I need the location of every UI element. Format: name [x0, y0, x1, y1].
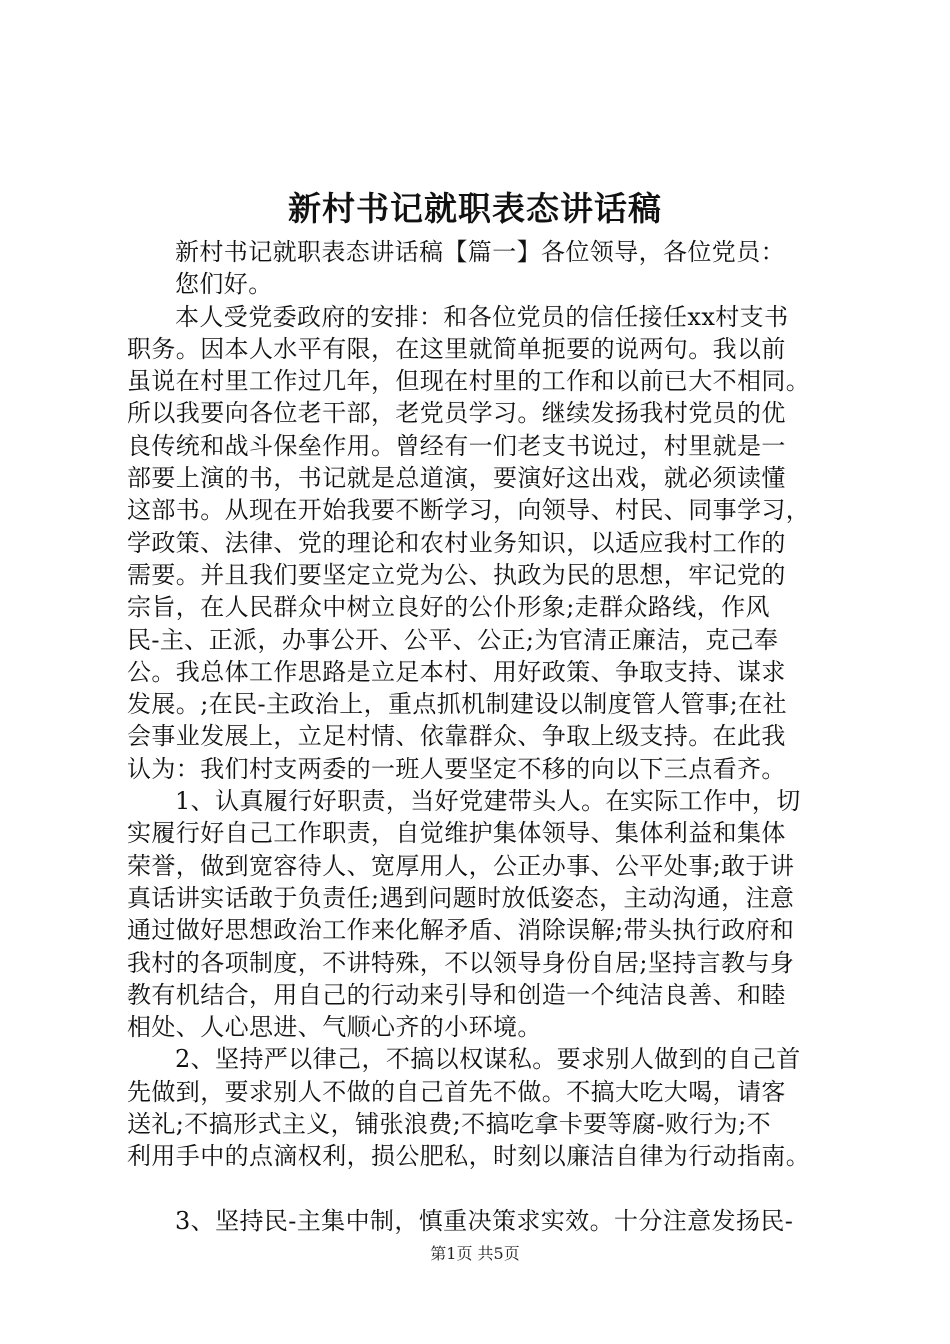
paragraph-line: 实履行好自己工作职责，自觉维护集体领导、集体利益和集体	[127, 819, 786, 848]
paragraph-line: 需要。并且我们要坚定立党为公、执政为民的思想，牢记党的	[127, 560, 786, 589]
paragraph-line: 2、坚持严以律己，不搞以权谋私。要求别人做到的自己首	[175, 1045, 801, 1074]
paragraph-line: 利用手中的点滴权利，损公肥私，时刻以廉洁自律为行动指南。	[127, 1142, 811, 1171]
paragraph-line: 认为：我们村支两委的一班人要坚定不移的向以下三点看齐。	[127, 754, 786, 783]
paragraph-line: 新村书记就职表态讲话稿【篇一】各位领导，各位党员：	[175, 238, 785, 266]
paragraph-line: 职务。因本人水平有限，在这里就简单扼要的说两句。我以前	[127, 334, 786, 363]
paragraph-gap	[127, 1173, 832, 1205]
paragraph-line: 这部书。从现在开始我要不断学习，向领导、村民、同事学习，	[127, 496, 811, 525]
paragraph-line: 您们好。	[175, 270, 273, 299]
paragraph-line: 学政策、法律、党的理论和农村业务知识，以适应我村工作的	[127, 528, 786, 557]
paragraph-line: 荣誉，做到宽容待人、宽厚用人，公正办事、公平处事;敢于讲	[127, 851, 795, 880]
paragraph-line: 教有机结合，用自己的行动来引导和创造一个纯洁良善、和睦	[127, 980, 786, 1009]
paragraph-line: 良传统和战斗保垒作用。曾经有一们老支书说过，村里就是一	[127, 431, 786, 460]
paragraph-line: 宗旨，在人民群众中树立良好的公仆形象;走群众路线，作风	[127, 593, 770, 622]
paragraph-line: 通过做好思想政治工作来化解矛盾、消除误解;带头执行政府和	[127, 916, 795, 945]
paragraph-line: 我村的各项制度，不讲特殊，不以领导身份自居;坚持言教与身	[127, 948, 795, 977]
paragraph-line: 会事业发展上，立足村情、依靠群众、争取上级支持。在此我	[127, 722, 786, 751]
paragraph-line: 相处、人心思进、气顺心齐的小环境。	[127, 1013, 542, 1042]
paragraph-line: 1、认真履行好职责，当好党建带头人。在实际工作中，切	[175, 787, 801, 816]
document-body	[127, 236, 832, 1237]
paragraph-line: 先做到，要求别人不做的自己首先不做。不搞大吃大喝，请客	[127, 1077, 786, 1106]
page-footer: 第1页 共5页	[430, 1244, 520, 1263]
paragraph-line: 所以我要向各位老干部，老党员学习。继续发扬我村党员的优	[127, 399, 786, 428]
paragraph-line: 真话讲实话敢于负责任;遇到问题时放低姿态，主动沟通，注意	[127, 883, 795, 912]
paragraph-line: 民-主、正派，办事公开、公平、公正;为官清正廉洁，克己奉	[127, 625, 779, 654]
paragraph-line: 公。我总体工作思路是立足本村、用好政策、争取支持、谋求	[127, 657, 786, 686]
paragraph-line: 3、坚持民-主集中制，慎重决策求实效。十分注意发扬民-	[175, 1206, 794, 1235]
paragraph-line: 部要上演的书，书记就是总道演，要演好这出戏，就必须读懂	[127, 464, 786, 493]
paragraph-line: 本人受党委政府的安排：和各位党员的信任接任xx村支书	[175, 302, 789, 331]
paragraph-line: 虽说在村里工作过几年，但现在村里的工作和以前已大不相同。	[127, 367, 811, 396]
paragraph-line: 送礼;不搞形式主义，铺张浪费;不搞吃拿卡要等腐-败行为;不	[127, 1110, 771, 1139]
document-title: 新村书记就职表态讲话稿	[288, 189, 662, 228]
paragraph-line: 发展。;在民-主政治上，重点抓机制建设以制度管人管事;在社	[127, 690, 787, 719]
